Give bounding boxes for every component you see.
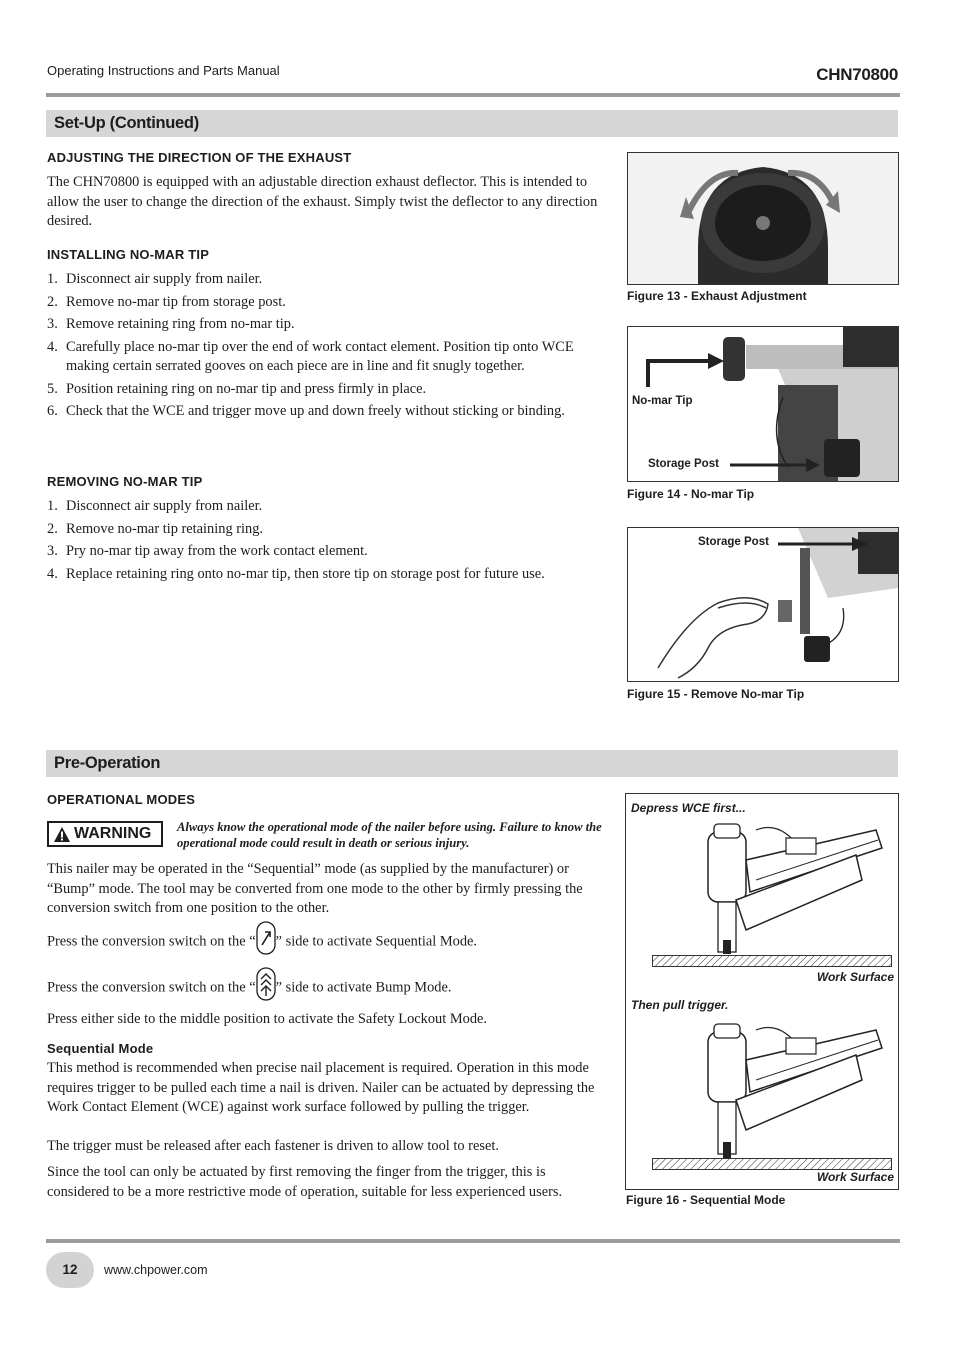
model-number: CHN70800: [816, 65, 898, 84]
website-url: www.chpower.com: [104, 1263, 208, 1277]
list-item: 1. Disconnect air supply from nailer.: [47, 271, 263, 287]
list-item: 4. Replace retaining ring onto no-mar tip, then store tip on storage post for future use.: [47, 565, 545, 582]
figure-13-caption: Figure 13 - Exhaust Adjustment: [627, 289, 807, 303]
sequential-mode-heading: Sequential Mode: [47, 1041, 154, 1056]
modes-intro: This nailer may be operated in the “Sequential” mode (as supplied by the manufacturer) or “Bump” mode. The tool may be converted from one mode to the other by firmly pressing the conversion switch from one position to the other.: [47, 861, 583, 916]
removing-heading: REMOVING NO-MAR TIP: [47, 474, 203, 489]
preop-section-title: Pre-Operation: [54, 754, 161, 772]
setup-section-title: Set-Up (Continued): [54, 114, 199, 132]
lockout-text: Press either side to the middle position to activate the Safety Lockout Mode.: [47, 1011, 488, 1027]
label-pull-trigger: Then pull trigger.: [631, 998, 729, 1012]
list-item: 6. Check that the WCE and trigger move up and down freely without sticking or binding.: [47, 403, 565, 419]
list-item: 1. Disconnect air supply from nailer.: [47, 498, 263, 514]
warning-triangle-icon: [54, 827, 70, 842]
removing-steps: [47, 497, 612, 587]
warning-label: WARNING: [74, 825, 152, 842]
figure-15-remove-tip-image: [627, 527, 899, 682]
list-item: 5. Position retaining ring on no-mar tip and press firmly in place.: [47, 380, 427, 397]
sequential-switch-line: Press the conversion switch on the “ ” side to activate Sequential Mode.: [47, 929, 607, 955]
installing-steps: [47, 270, 607, 425]
label-depress-wce: Depress WCE first...: [631, 801, 746, 815]
sequential-mode-text-1: This method is recommended when precise nail placement is required. Operation in this mode requires trigger to be pulled each time a nail is driven. Nailer can be actuated by depressing the Work Contact Element (WCE) against work surface followed by pulling the trigger.: [47, 1060, 595, 1115]
list-item: 2. Remove no-mar tip retaining ring.: [47, 520, 264, 537]
bump-switch-icon: [256, 967, 276, 1001]
warning-badge: [47, 821, 163, 847]
header-rule: [46, 93, 900, 97]
label-storage-post-2: Storage Post: [698, 536, 769, 548]
figure-15-caption: Figure 15 - Remove No-mar Tip: [627, 687, 805, 701]
operational-modes-heading: OPERATIONAL MODES: [47, 792, 196, 807]
label-work-surface-2: Work Surface: [816, 1170, 894, 1184]
figure-16-caption: Figure 16 - Sequential Mode: [626, 1193, 786, 1207]
manual-title: Operating Instructions and Parts Manual: [47, 63, 280, 78]
label-no-mar-tip: No-mar Tip: [632, 395, 693, 407]
preop-section-bar: [46, 750, 898, 777]
nailer-illustration-2: [626, 1020, 898, 1170]
label-storage-post: Storage Post: [648, 458, 719, 470]
page-number: 12: [62, 1262, 78, 1277]
label-work-surface-1: Work Surface: [816, 970, 894, 984]
exhaust-heading: ADJUSTING THE DIRECTION OF THE EXHAUST: [47, 150, 352, 165]
figure-14-caption: Figure 14 - No-mar Tip: [627, 487, 755, 501]
list-item: 3. Remove retaining ring from no-mar tip.: [47, 316, 295, 332]
sequential-mode-text-2: The trigger must be released after each fastener is driven to allow tool to reset.: [47, 1138, 499, 1154]
bump-switch-line: Press the conversion switch on the “ ” side to activate Bump Mode.: [47, 975, 607, 1001]
installing-heading: INSTALLING NO-MAR TIP: [47, 247, 210, 262]
list-item: 4. Carefully place no-mar tip over the end of work contact element. Position tip onto WCE making certain serrated gooves on each piece are in line and fit snugly together.: [47, 338, 574, 374]
figure-13-exhaust-image: [627, 152, 899, 285]
exhaust-text: The CHN70800 is equipped with an adjustable direction exhaust deflector. This is intended to allow the user to change the direction of the exhaust. Simply twist the deflector to any direction desired.: [47, 174, 598, 229]
setup-section-bar: [46, 110, 898, 137]
footer-rule: [46, 1239, 900, 1243]
figure-14-no-mar-tip-image: [627, 326, 899, 482]
figure-16-sequential-image: [625, 793, 899, 1190]
warning-text: Always know the operational mode of the nailer before using. Failure to know the operational mode could result in death or serious injury.: [177, 820, 602, 850]
nailer-illustration-1: [626, 820, 898, 970]
work-surface-2: [652, 1158, 892, 1170]
list-item: 2. Remove no-mar tip from storage post.: [47, 293, 286, 310]
page-number-badge: [46, 1252, 94, 1288]
sequential-mode-text-3: Since the tool can only be actuated by first removing the finger from the trigger, this is considered to be a more restrictive mode of operation, suitable for less experienced users.: [47, 1164, 563, 1200]
sequential-switch-icon: [256, 921, 276, 955]
work-surface-1: [652, 955, 892, 967]
list-item: 3. Pry no-mar tip away from the work contact element.: [47, 543, 368, 559]
